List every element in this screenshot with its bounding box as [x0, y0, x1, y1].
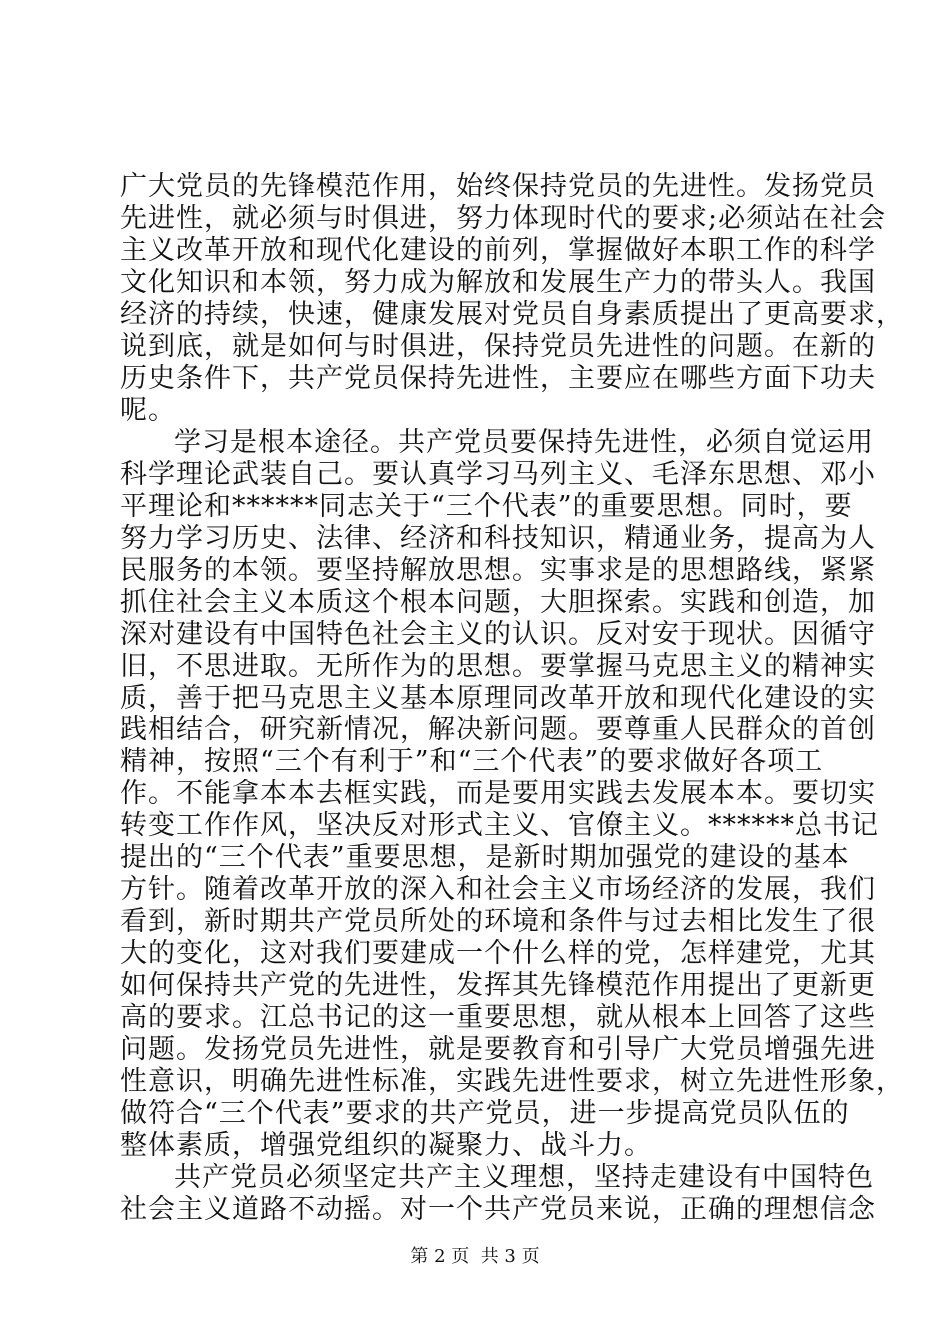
- text-line: 呢。: [120, 394, 176, 426]
- page-footer: 第 2 页 共 3 页: [410, 1246, 540, 1267]
- text-line: 科学理论武装自己。要认真学习马列主义、毛泽东思想、邓小: [120, 458, 876, 490]
- text-line: 文化知识和本领，努力成为解放和发展生产力的带头人。我国: [120, 266, 876, 298]
- text-line: 提出的“三个代表”重要思想，是新时期加强党的建设的基本: [120, 842, 850, 874]
- text-line: 性意识，明确先进性标准，实践先进性要求，树立先进性形象，: [120, 1066, 904, 1098]
- text-line: 主义改革开放和现代化建设的前列，掌握做好本职工作的科学: [120, 234, 876, 266]
- text-line: 如何保持共产党的先进性，发挥其先锋模范作用提出了更新更: [120, 970, 876, 1002]
- text-line: 作。不能拿本本去框实践，而是要用实践去发展本本。要切实: [120, 778, 876, 810]
- text-line: 旧，不思进取。无所作为的思想。要掌握马克思主义的精神实: [120, 650, 876, 682]
- text-line: 经济的持续，快速，健康发展对党员自身素质提出了更高要求，: [120, 298, 904, 330]
- text-line: 方针。随着改革开放的深入和社会主义市场经济的发展，我们: [120, 874, 876, 906]
- text-line: 历史条件下，共产党员保持先进性，主要应在哪些方面下功夫: [120, 362, 876, 394]
- text-line: 转变工作作风，坚决反对形式主义、官僚主义。******总书记: [120, 810, 879, 842]
- text-line: 民服务的本领。要坚持解放思想。实事求是的思想路线，紧紧: [120, 554, 876, 586]
- text-line: 整体素质，增强党组织的凝聚力、战斗力。: [120, 1130, 652, 1162]
- paragraph-first-line: 共产党员必须坚定共产主义理想，坚持走建设有中国特色: [174, 1162, 874, 1194]
- text-line: 看到，新时期共产党员所处的环境和条件与过去相比发生了很: [120, 906, 876, 938]
- text-line: 做符合“三个代表”要求的共产党员，进一步提高党员队伍的: [120, 1098, 850, 1130]
- text-line: 高的要求。江总书记的这一重要思想，就从根本上回答了这些: [120, 1002, 876, 1034]
- text-line: 说到底，就是如何与时俱进，保持党员先进性的问题。在新的: [120, 330, 876, 362]
- text-line: 平理论和******同志关于“三个代表”的重要思想。同时，要: [120, 490, 853, 522]
- text-line: 深对建设有中国特色社会主义的认识。反对安于现状。因循守: [120, 618, 876, 650]
- text-line: 问题。发扬党员先进性，就是要教育和引导广大党员增强先进: [120, 1034, 876, 1066]
- text-line: 大的变化，这对我们要建成一个什么样的党，怎样建党，尤其: [120, 938, 876, 970]
- text-line: 抓住社会主义本质这个根本问题，大胆探索。实践和创造，加: [120, 586, 876, 618]
- text-line: 社会主义道路不动摇。对一个共产党员来说，正确的理想信念: [120, 1194, 876, 1226]
- text-line: 先进性，就必须与时俱进，努力体现时代的要求;必须站在社会: [120, 202, 887, 234]
- text-line: 精神，按照“三个有利于”和“三个代表”的要求做好各项工: [120, 746, 824, 778]
- text-line: 践相结合，研究新情况，解决新问题。要尊重人民群众的首创: [120, 714, 876, 746]
- text-line: 广大党员的先锋模范作用，始终保持党员的先进性。发扬党员: [120, 171, 876, 202]
- paragraph-first-line: 学习是根本途径。共产党员要保持先进性，必须自觉运用: [174, 426, 874, 458]
- text-line: 努力学习历史、法律、经济和科技知识，精通业务，提高为人: [120, 522, 876, 554]
- text-line: 质，善于把马克思主义基本原理同改革开放和现代化建设的实: [120, 682, 876, 714]
